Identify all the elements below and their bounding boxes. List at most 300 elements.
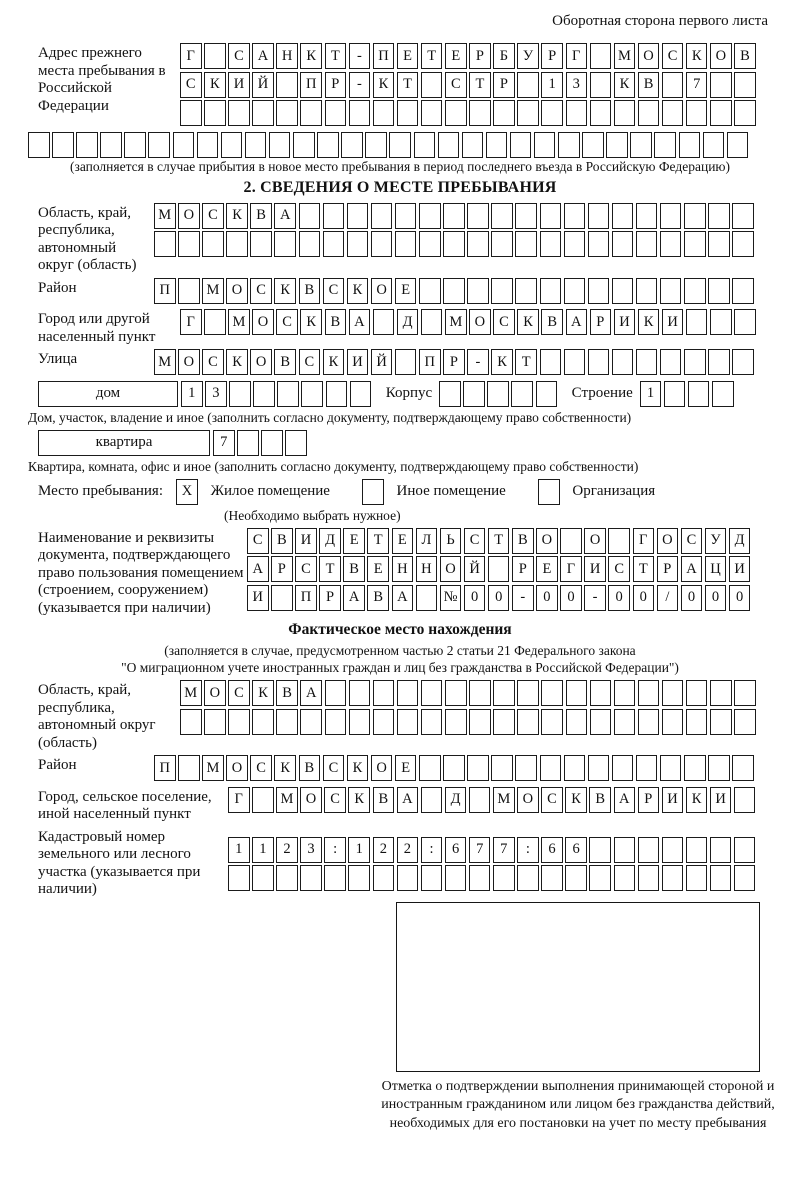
form-cell[interactable] — [517, 680, 539, 706]
form-cell[interactable]: 0 — [464, 585, 486, 611]
form-cell[interactable]: Р — [493, 72, 515, 98]
form-cell[interactable] — [662, 680, 684, 706]
form-cell[interactable] — [397, 709, 419, 735]
form-cell[interactable] — [708, 231, 730, 257]
form-cell[interactable] — [654, 132, 676, 158]
form-cell[interactable] — [421, 865, 443, 891]
form-cell[interactable] — [540, 755, 562, 781]
form-cell[interactable]: С — [180, 72, 202, 98]
form-cell[interactable] — [708, 349, 730, 375]
form-cell[interactable]: Т — [633, 556, 655, 582]
form-cell[interactable] — [252, 787, 274, 813]
form-cell[interactable]: 3 — [300, 837, 322, 863]
form-cell[interactable] — [734, 709, 756, 735]
form-cell[interactable] — [154, 231, 176, 257]
form-cell[interactable]: К — [517, 309, 539, 335]
form-cell[interactable]: К — [274, 278, 296, 304]
form-cell[interactable]: Е — [367, 556, 389, 582]
form-cell[interactable] — [274, 231, 296, 257]
form-cell[interactable]: М — [493, 787, 515, 813]
form-cell[interactable]: К — [252, 680, 274, 706]
form-cell[interactable] — [261, 430, 283, 456]
form-cell[interactable]: А — [343, 585, 365, 611]
form-cell[interactable] — [732, 203, 754, 229]
form-cell[interactable] — [323, 231, 345, 257]
form-cell[interactable]: Р — [271, 556, 293, 582]
form-cell[interactable]: К — [204, 72, 226, 98]
form-cell[interactable] — [534, 132, 556, 158]
form-cell[interactable] — [491, 278, 513, 304]
form-cell[interactable] — [515, 278, 537, 304]
form-cell[interactable]: И — [247, 585, 269, 611]
form-cell[interactable]: С — [250, 278, 272, 304]
form-cell[interactable]: А — [300, 680, 322, 706]
form-cell[interactable] — [178, 755, 200, 781]
form-cell[interactable]: С — [493, 309, 515, 335]
form-cell[interactable] — [204, 709, 226, 735]
form-cell[interactable]: О — [517, 787, 539, 813]
form-cell[interactable]: О — [226, 278, 248, 304]
form-cell[interactable] — [590, 72, 612, 98]
form-cell[interactable]: Д — [729, 528, 751, 554]
form-cell[interactable] — [228, 100, 250, 126]
form-cell[interactable] — [589, 865, 611, 891]
form-cell[interactable] — [734, 837, 756, 863]
form-cell[interactable] — [221, 132, 243, 158]
form-cell[interactable] — [300, 100, 322, 126]
form-cell[interactable]: Й — [464, 556, 486, 582]
form-cell[interactable]: Р — [512, 556, 534, 582]
form-cell[interactable]: И — [710, 787, 732, 813]
form-cell[interactable] — [708, 278, 730, 304]
form-cell[interactable]: Н — [392, 556, 414, 582]
form-cell[interactable]: Е — [395, 278, 417, 304]
form-cell[interactable]: 7 — [686, 72, 708, 98]
form-cell[interactable]: К — [686, 787, 708, 813]
form-cell[interactable]: П — [154, 755, 176, 781]
form-cell[interactable]: Е — [343, 528, 365, 554]
form-cell[interactable] — [439, 381, 461, 407]
form-cell[interactable] — [662, 72, 684, 98]
form-cell[interactable] — [540, 278, 562, 304]
form-cell[interactable]: И — [729, 556, 751, 582]
form-cell[interactable]: К — [347, 278, 369, 304]
form-cell[interactable]: А — [274, 203, 296, 229]
form-cell[interactable]: С — [202, 349, 224, 375]
form-cell[interactable] — [614, 837, 636, 863]
form-cell[interactable]: В — [589, 787, 611, 813]
form-cell[interactable] — [510, 132, 532, 158]
form-cell[interactable] — [638, 100, 660, 126]
form-cell[interactable]: Е — [397, 43, 419, 69]
form-cell[interactable]: 0 — [633, 585, 655, 611]
form-cell[interactable] — [517, 865, 539, 891]
form-cell[interactable] — [486, 132, 508, 158]
form-cell[interactable]: И — [228, 72, 250, 98]
form-cell[interactable] — [124, 132, 146, 158]
form-cell[interactable] — [419, 203, 441, 229]
form-cell[interactable] — [252, 865, 274, 891]
form-cell[interactable] — [517, 100, 539, 126]
form-cell[interactable]: Р — [590, 309, 612, 335]
form-cell[interactable]: Н — [416, 556, 438, 582]
form-cell[interactable] — [371, 231, 393, 257]
form-cell[interactable]: : — [324, 837, 346, 863]
form-cell[interactable]: И — [295, 528, 317, 554]
form-cell[interactable]: Р — [657, 556, 679, 582]
form-cell[interactable]: 0 — [536, 585, 558, 611]
form-cell[interactable]: О — [371, 755, 393, 781]
form-cell[interactable] — [469, 787, 491, 813]
form-cell[interactable] — [326, 381, 348, 407]
form-cell[interactable] — [445, 865, 467, 891]
form-cell[interactable] — [325, 709, 347, 735]
form-cell[interactable]: К — [226, 349, 248, 375]
form-cell[interactable] — [373, 709, 395, 735]
form-cell[interactable] — [660, 203, 682, 229]
form-cell[interactable]: О — [710, 43, 732, 69]
form-cell[interactable]: А — [392, 585, 414, 611]
form-cell[interactable] — [491, 231, 513, 257]
form-cell[interactable] — [173, 132, 195, 158]
form-cell[interactable]: С — [323, 755, 345, 781]
form-cell[interactable] — [204, 43, 226, 69]
form-cell[interactable]: 0 — [681, 585, 703, 611]
form-cell[interactable] — [558, 132, 580, 158]
form-cell[interactable]: С — [250, 755, 272, 781]
form-cell[interactable]: С — [202, 203, 224, 229]
form-cell[interactable] — [612, 278, 634, 304]
form-cell[interactable] — [349, 680, 371, 706]
form-cell[interactable] — [250, 231, 272, 257]
form-cell[interactable] — [614, 100, 636, 126]
form-cell[interactable] — [414, 132, 436, 158]
form-cell[interactable] — [541, 680, 563, 706]
form-cell[interactable] — [300, 865, 322, 891]
form-cell[interactable] — [487, 381, 509, 407]
form-cell[interactable] — [710, 680, 732, 706]
form-cell[interactable] — [511, 381, 533, 407]
form-cell[interactable] — [588, 203, 610, 229]
form-cell[interactable] — [493, 865, 515, 891]
form-cell[interactable] — [293, 132, 315, 158]
form-cell[interactable] — [419, 231, 441, 257]
form-cell[interactable]: В — [343, 556, 365, 582]
form-cell[interactable]: С — [276, 309, 298, 335]
form-cell[interactable] — [662, 100, 684, 126]
form-cell[interactable]: А — [681, 556, 703, 582]
form-cell[interactable] — [712, 381, 734, 407]
form-cell[interactable]: Р — [325, 72, 347, 98]
form-cell[interactable]: И — [584, 556, 606, 582]
form-cell[interactable] — [564, 278, 586, 304]
form-cell[interactable]: Т — [397, 72, 419, 98]
form-cell[interactable]: К — [300, 43, 322, 69]
form-cell[interactable] — [590, 680, 612, 706]
form-cell[interactable] — [445, 709, 467, 735]
form-cell[interactable] — [638, 680, 660, 706]
form-cell[interactable] — [588, 349, 610, 375]
form-cell[interactable] — [397, 680, 419, 706]
form-cell[interactable]: С — [608, 556, 630, 582]
form-cell[interactable]: Т — [325, 43, 347, 69]
form-cell[interactable] — [52, 132, 74, 158]
form-cell[interactable] — [237, 430, 259, 456]
form-cell[interactable]: С — [247, 528, 269, 554]
form-cell[interactable] — [564, 203, 586, 229]
form-cell[interactable]: В — [638, 72, 660, 98]
form-cell[interactable] — [421, 787, 443, 813]
form-cell[interactable] — [540, 349, 562, 375]
form-cell[interactable]: О — [252, 309, 274, 335]
form-cell[interactable] — [710, 309, 732, 335]
form-cell[interactable] — [467, 278, 489, 304]
form-cell[interactable] — [323, 203, 345, 229]
form-cell[interactable]: О — [469, 309, 491, 335]
form-cell[interactable] — [197, 132, 219, 158]
form-cell[interactable] — [204, 309, 226, 335]
form-cell[interactable]: П — [154, 278, 176, 304]
form-cell[interactable]: А — [247, 556, 269, 582]
form-cell[interactable]: Р — [319, 585, 341, 611]
form-cell[interactable]: К — [347, 755, 369, 781]
form-cell[interactable]: Б — [493, 43, 515, 69]
form-cell[interactable]: К — [565, 787, 587, 813]
form-cell[interactable]: С — [323, 278, 345, 304]
form-cell[interactable] — [636, 755, 658, 781]
form-cell[interactable] — [373, 100, 395, 126]
form-cell[interactable]: М — [614, 43, 636, 69]
form-cell[interactable] — [421, 100, 443, 126]
form-cell[interactable]: В — [541, 309, 563, 335]
form-cell[interactable]: К — [614, 72, 636, 98]
form-cell[interactable] — [684, 278, 706, 304]
form-cell[interactable] — [614, 865, 636, 891]
form-cell[interactable]: В — [274, 349, 296, 375]
form-cell[interactable] — [732, 755, 754, 781]
form-cell[interactable]: О — [638, 43, 660, 69]
form-cell[interactable] — [395, 349, 417, 375]
form-cell[interactable] — [612, 349, 634, 375]
form-cell[interactable] — [373, 865, 395, 891]
form-cell[interactable] — [469, 100, 491, 126]
form-cell[interactable]: М — [202, 755, 224, 781]
form-cell[interactable]: Е — [536, 556, 558, 582]
form-cell[interactable]: С — [464, 528, 486, 554]
form-cell[interactable] — [421, 309, 443, 335]
form-cell[interactable]: 6 — [541, 837, 563, 863]
form-cell[interactable] — [660, 755, 682, 781]
form-cell[interactable]: 0 — [560, 585, 582, 611]
form-cell[interactable] — [589, 837, 611, 863]
form-cell[interactable]: О — [440, 556, 462, 582]
form-cell[interactable]: Е — [445, 43, 467, 69]
form-cell[interactable] — [276, 72, 298, 98]
form-cell[interactable] — [493, 100, 515, 126]
form-cell[interactable]: У — [517, 43, 539, 69]
form-cell[interactable] — [443, 755, 465, 781]
form-cell[interactable]: Р — [469, 43, 491, 69]
house-box[interactable]: дом — [38, 381, 178, 407]
form-cell[interactable]: № — [440, 585, 462, 611]
form-cell[interactable]: А — [349, 309, 371, 335]
form-cell[interactable] — [734, 100, 756, 126]
form-cell[interactable] — [636, 278, 658, 304]
form-cell[interactable] — [276, 100, 298, 126]
form-cell[interactable]: К — [491, 349, 513, 375]
form-cell[interactable] — [443, 203, 465, 229]
form-cell[interactable]: С — [662, 43, 684, 69]
form-cell[interactable] — [564, 755, 586, 781]
form-cell[interactable] — [630, 132, 652, 158]
form-cell[interactable]: В — [512, 528, 534, 554]
form-cell[interactable] — [350, 381, 372, 407]
form-cell[interactable] — [180, 100, 202, 126]
form-cell[interactable] — [416, 585, 438, 611]
form-cell[interactable] — [488, 556, 510, 582]
form-cell[interactable] — [590, 43, 612, 69]
form-cell[interactable] — [588, 231, 610, 257]
form-cell[interactable] — [463, 381, 485, 407]
form-cell[interactable] — [347, 231, 369, 257]
form-cell[interactable]: А — [614, 787, 636, 813]
form-cell[interactable]: М — [445, 309, 467, 335]
form-cell[interactable]: М — [276, 787, 298, 813]
form-cell[interactable] — [564, 349, 586, 375]
form-cell[interactable] — [710, 865, 732, 891]
form-cell[interactable]: - — [512, 585, 534, 611]
form-cell[interactable]: Д — [397, 309, 419, 335]
form-cell[interactable]: И — [662, 309, 684, 335]
form-cell[interactable]: К — [274, 755, 296, 781]
form-cell[interactable] — [636, 231, 658, 257]
form-cell[interactable] — [662, 865, 684, 891]
form-cell[interactable]: 6 — [445, 837, 467, 863]
form-cell[interactable] — [662, 837, 684, 863]
form-cell[interactable] — [582, 132, 604, 158]
residence-checkbox-organization[interactable] — [538, 479, 560, 505]
form-cell[interactable]: Р — [638, 787, 660, 813]
form-cell[interactable]: 0 — [488, 585, 510, 611]
form-cell[interactable]: В — [299, 278, 321, 304]
form-cell[interactable] — [299, 203, 321, 229]
form-cell[interactable]: Г — [180, 43, 202, 69]
form-cell[interactable] — [443, 231, 465, 257]
form-cell[interactable] — [419, 755, 441, 781]
form-cell[interactable]: О — [178, 349, 200, 375]
form-cell[interactable]: 3 — [566, 72, 588, 98]
form-cell[interactable] — [245, 132, 267, 158]
form-cell[interactable]: В — [299, 755, 321, 781]
form-cell[interactable] — [515, 203, 537, 229]
form-cell[interactable] — [660, 349, 682, 375]
form-cell[interactable]: А — [566, 309, 588, 335]
form-cell[interactable] — [566, 100, 588, 126]
form-cell[interactable] — [228, 709, 250, 735]
form-cell[interactable]: Г — [633, 528, 655, 554]
form-cell[interactable] — [679, 132, 701, 158]
form-cell[interactable]: М — [154, 203, 176, 229]
form-cell[interactable]: К — [373, 72, 395, 98]
form-cell[interactable]: В — [271, 528, 293, 554]
form-cell[interactable] — [493, 709, 515, 735]
form-cell[interactable] — [684, 349, 706, 375]
form-cell[interactable] — [491, 755, 513, 781]
form-cell[interactable]: С — [681, 528, 703, 554]
form-cell[interactable] — [373, 309, 395, 335]
form-cell[interactable] — [341, 132, 363, 158]
form-cell[interactable]: 1 — [252, 837, 274, 863]
form-cell[interactable]: С — [228, 680, 250, 706]
form-cell[interactable] — [734, 787, 756, 813]
form-cell[interactable] — [276, 865, 298, 891]
form-cell[interactable] — [566, 680, 588, 706]
form-cell[interactable] — [686, 865, 708, 891]
form-cell[interactable]: Д — [319, 528, 341, 554]
form-cell[interactable] — [349, 709, 371, 735]
form-cell[interactable]: Л — [416, 528, 438, 554]
form-cell[interactable]: К — [348, 787, 370, 813]
form-cell[interactable]: П — [373, 43, 395, 69]
form-cell[interactable]: О — [226, 755, 248, 781]
form-cell[interactable] — [688, 381, 710, 407]
form-cell[interactable]: Т — [469, 72, 491, 98]
form-cell[interactable] — [325, 100, 347, 126]
form-cell[interactable] — [560, 528, 582, 554]
form-cell[interactable]: С — [445, 72, 467, 98]
form-cell[interactable] — [467, 231, 489, 257]
form-cell[interactable]: 1 — [640, 381, 662, 407]
form-cell[interactable] — [614, 680, 636, 706]
form-cell[interactable] — [686, 100, 708, 126]
form-cell[interactable]: 2 — [373, 837, 395, 863]
form-cell[interactable] — [686, 709, 708, 735]
form-cell[interactable] — [445, 100, 467, 126]
form-cell[interactable] — [178, 231, 200, 257]
form-cell[interactable]: А — [397, 787, 419, 813]
form-cell[interactable]: 6 — [565, 837, 587, 863]
form-cell[interactable] — [588, 278, 610, 304]
form-cell[interactable]: С — [228, 43, 250, 69]
form-cell[interactable]: В — [325, 309, 347, 335]
form-cell[interactable] — [253, 381, 275, 407]
form-cell[interactable]: 7 — [213, 430, 235, 456]
form-cell[interactable]: О — [250, 349, 272, 375]
form-cell[interactable]: Г — [566, 43, 588, 69]
form-cell[interactable]: Р — [541, 43, 563, 69]
form-cell[interactable] — [734, 72, 756, 98]
form-cell[interactable]: Е — [392, 528, 414, 554]
form-cell[interactable]: К — [686, 43, 708, 69]
form-cell[interactable] — [271, 585, 293, 611]
form-cell[interactable] — [202, 231, 224, 257]
form-cell[interactable] — [421, 680, 443, 706]
form-cell[interactable]: Т — [367, 528, 389, 554]
form-cell[interactable]: Г — [180, 309, 202, 335]
form-cell[interactable]: 1 — [541, 72, 563, 98]
form-cell[interactable]: 0 — [608, 585, 630, 611]
form-cell[interactable] — [419, 278, 441, 304]
form-cell[interactable]: Ь — [440, 528, 462, 554]
form-cell[interactable] — [226, 231, 248, 257]
form-cell[interactable] — [686, 309, 708, 335]
form-cell[interactable] — [228, 865, 250, 891]
form-cell[interactable]: 2 — [276, 837, 298, 863]
form-cell[interactable] — [421, 72, 443, 98]
form-cell[interactable] — [180, 709, 202, 735]
form-cell[interactable] — [636, 349, 658, 375]
form-cell[interactable]: - — [349, 72, 371, 98]
